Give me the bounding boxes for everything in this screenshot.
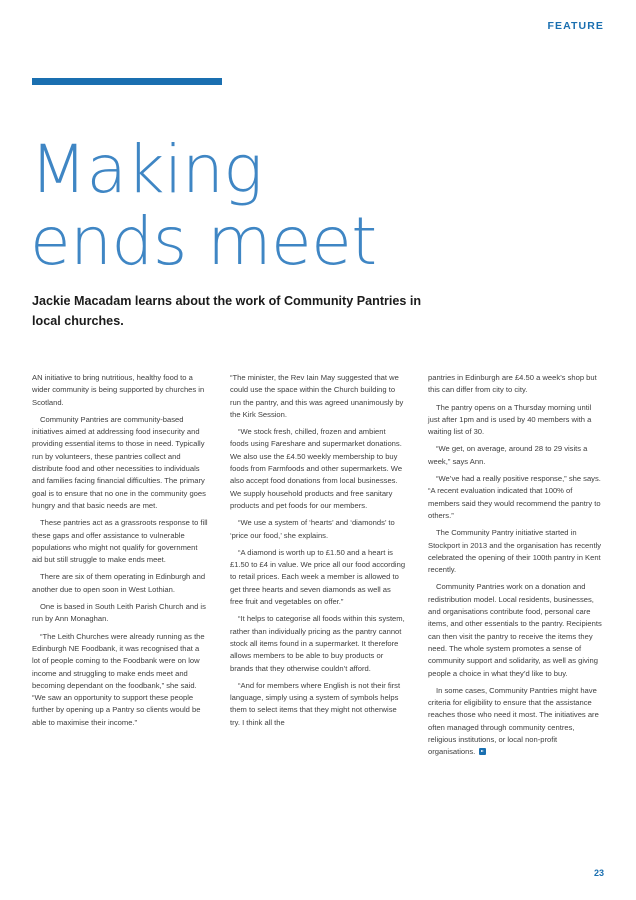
body-paragraph: “And for members where English is not their first language, simply using a system of symbols helps them to select items that they might not otherwise try. I think all the (230, 680, 401, 727)
body-paragraph: “We’ve had a really positive response,” she says. “A recent evaluation indicated that 100% of members said they would recommend the pantry to others.” (428, 474, 601, 520)
body-paragraph: One is based in South Leith Parish Church and is run by Ann Monaghan. (32, 602, 206, 624)
body-paragraph: These pantries act as a grassroots response to fill these gaps and offer assistance to vulnerable populations who might not qualify for government aid but still struggle to make ends meet. (32, 518, 208, 565)
body-paragraph: “The Leith Churches were already running as the Edinburgh NE Foodbank, it was recognised that a lot of people coming to the Foodbank were on low income and struggling to make ends meet and becoming dependant on the foodbank,” she said. “We saw an opportunity to support these people further by opening up a Pantry so clients would be able to maximise their income.” (32, 631, 205, 727)
body-paragraph: There are six of them operating in Edinburgh and another due to open soon in West Lothian. (32, 572, 206, 594)
article-column-3 (428, 372, 604, 764)
body-paragraph: Community Pantries work on a donation and redistribution model. Local residents, businesses, and organisations contribute food, personal care items, and other essentials to the pantry. Recipients can then visit the pantry to receive the items they need. The whole system promotes a sense of community support and solidarity, as well as giving people a choice in what they’d like to buy. (428, 582, 602, 678)
page-number: 23 (593, 868, 604, 878)
headline-line-1: Making (30, 131, 263, 209)
end-of-article-icon (479, 748, 486, 755)
article-columns (32, 372, 604, 764)
section-kicker: FEATURE (547, 20, 604, 32)
body-paragraph: pantries in Edinburgh are £4.50 a week’s shop but this can differ from city to city. (428, 373, 597, 395)
body-paragraph: “The minister, the Rev Iain May suggested that we could use the space within the Church building to run the pantry, and this was agreed unanimously by the Kirk Session. (230, 373, 404, 419)
body-paragraph: “It helps to categorise all foods within this system, rather than individually pricing as the pantry cannot stock all items found in a supermarket. It therefore allows members to be able to buy products or brands that they otherwise couldn’t afford. (230, 614, 405, 673)
body-paragraph: “We get, on average, around 28 to 29 visits a week,” says Ann. (428, 444, 588, 466)
article-column-2 (230, 372, 406, 764)
body-paragraph: The pantry opens on a Thursday morning until just after 1pm and is used by 40 members with a waiting list of 30. (428, 402, 592, 437)
body-paragraph: Community Pantries are community-based initiatives aimed at addressing food insecurity and providing essential items to those in need. Typically run by volunteers, these pantries collect and distribute food and other necessities to individuals and families facing financial difficulties. The primary goal is to ensure that no one in the community goes hungry and that basic needs are met. (32, 414, 206, 510)
body-paragraph: In some cases, Community Pantries might have criteria for eligibility to ensure that the assistance reaches those who need it most. The initiatives are often managed through community centres, religious institutions, or local non-profit organisations. (428, 685, 599, 757)
body-paragraph: The Community Pantry initiative started in Stockport in 2013 and the organisation has recently celebrated the opening of their 100th pantry in Kent recently. (428, 528, 602, 575)
body-paragraph: AN initiative to bring nutritious, healthy food to a wider community is being supported by churches in Scotland. (32, 373, 205, 407)
body-paragraph: “We stock fresh, chilled, frozen and ambient foods using Fareshare and supermarket donations. We also use the £4.50 weekly membership to buy foods from Farmfoods and other supermarkets. We also accept food donations from local businesses. We supply household products and free sanitary products and pet foods for our members. (230, 427, 403, 510)
page-title (30, 131, 550, 280)
body-paragraph: “We use a system of ‘hearts’ and ‘diamonds’ to ‘price our food,’ she explains. (230, 518, 395, 540)
headline-line-2: ends meet (30, 202, 377, 280)
body-paragraph: “A diamond is worth up to £1.50 and a heart is £1.50 to £4 in value. We price all our food according to retail prices. Each week a member is allowed to get three hearts and seven diamonds as well as free fruit and vegetables on offer.” (230, 547, 406, 607)
headline-rule (32, 78, 222, 85)
standfirst: Jackie Macadam learns about the work of Community Pantries in local churches. (32, 294, 422, 328)
article-column-1 (32, 372, 208, 764)
